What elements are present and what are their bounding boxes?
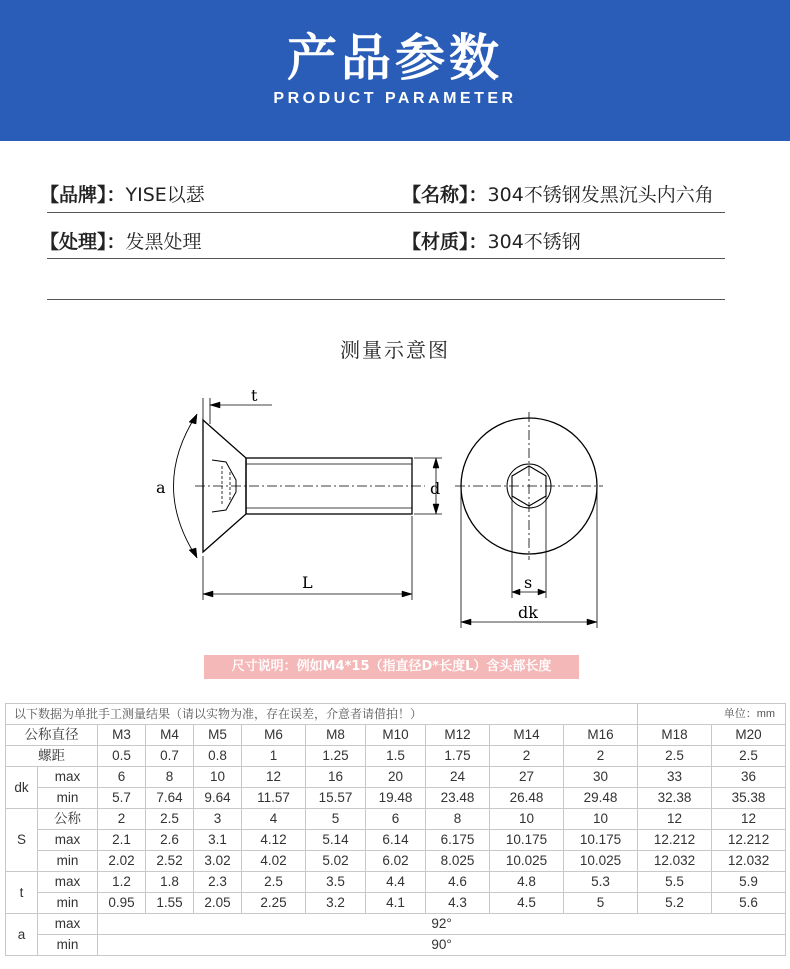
table-cell: 3 <box>194 809 242 830</box>
table-cell: 2.6 <box>146 830 194 851</box>
spec-brand-value: YISE以瑟 <box>125 184 205 206</box>
table-cell: 35.38 <box>712 788 786 809</box>
spec-name-key: 【名称】： <box>402 184 488 206</box>
table-cell: 5 <box>306 809 366 830</box>
table-cell: 7.64 <box>146 788 194 809</box>
row-label: max <box>38 914 98 935</box>
table-cell: 2.05 <box>194 893 242 914</box>
table-cell: 26.48 <box>490 788 564 809</box>
label-L: L <box>302 573 313 592</box>
label-dk: dk <box>518 603 538 622</box>
table-cell: 5.3 <box>564 872 638 893</box>
table-cell: 1.25 <box>306 746 366 767</box>
table-row <box>6 851 786 872</box>
table-cell: 27 <box>490 767 564 788</box>
table-row <box>6 914 786 935</box>
spec-treatment <box>40 227 202 254</box>
row-label: 公称直径 <box>6 725 98 746</box>
spec-name <box>402 180 714 207</box>
table-cell: 5.7 <box>98 788 146 809</box>
spec-material <box>402 227 581 254</box>
table-row <box>6 935 786 956</box>
table-cell: 0.8 <box>194 746 242 767</box>
table-cell: M12 <box>426 725 490 746</box>
table-cell: 2.5 <box>242 872 306 893</box>
row-label: 公称 <box>38 809 98 830</box>
table-cell: 10.025 <box>564 851 638 872</box>
divider <box>47 299 725 300</box>
table-cell: 2.25 <box>242 893 306 914</box>
table-cell: M14 <box>490 725 564 746</box>
group-label: S <box>6 809 38 872</box>
table-cell: 1.75 <box>426 746 490 767</box>
row-label: min <box>38 935 98 956</box>
table-cell: 4 <box>242 809 306 830</box>
table-row <box>6 893 786 914</box>
section-title: 测量示意图 <box>340 338 450 362</box>
table-cell: 12 <box>638 809 712 830</box>
divider <box>47 212 725 213</box>
table-cell: 90° <box>98 935 786 956</box>
divider <box>47 258 725 259</box>
table-cell: 16 <box>306 767 366 788</box>
screw-diagram <box>0 380 790 640</box>
table-cell: 2 <box>564 746 638 767</box>
table-cell: 15.57 <box>306 788 366 809</box>
spec-treatment-value: 发黑处理 <box>125 231 202 253</box>
row-label: max <box>38 767 98 788</box>
table-cell: 10.025 <box>490 851 564 872</box>
row-label: min <box>38 893 98 914</box>
table-cell: 1.8 <box>146 872 194 893</box>
table-cell: 12.032 <box>712 851 786 872</box>
table-cell: 2.02 <box>98 851 146 872</box>
table-cell: 11.57 <box>242 788 306 809</box>
table-cell: 10 <box>490 809 564 830</box>
size-note: 尺寸说明：例如M4*15（指直径D*长度L）含头部长度 <box>204 655 579 679</box>
row-label: max <box>38 872 98 893</box>
table-cell: 24 <box>426 767 490 788</box>
table-cell: 30 <box>564 767 638 788</box>
table-cell: 3.02 <box>194 851 242 872</box>
table-cell: 6.02 <box>366 851 426 872</box>
spec-brand <box>40 180 205 207</box>
table-cell: 2.1 <box>98 830 146 851</box>
spec-material-value: 304不锈钢 <box>487 231 581 253</box>
table-cell: 33 <box>638 767 712 788</box>
table-cell: 0.5 <box>98 746 146 767</box>
table-cell: 32.38 <box>638 788 712 809</box>
table-cell: 6.14 <box>366 830 426 851</box>
table-cell: 5 <box>564 893 638 914</box>
row-label: 螺距 <box>6 746 98 767</box>
spec-name-value: 304不锈钢发黑沉头内六角 <box>487 184 714 206</box>
table-cell: 10 <box>564 809 638 830</box>
table-cell: 20 <box>366 767 426 788</box>
table-cell: 4.6 <box>426 872 490 893</box>
table-cell: 5.14 <box>306 830 366 851</box>
table-cell: 4.8 <box>490 872 564 893</box>
table-unit: 单位：mm <box>638 704 786 725</box>
table-cell: 3.1 <box>194 830 242 851</box>
table-row <box>6 830 786 851</box>
table-cell: 12 <box>712 809 786 830</box>
table-cell: 3.2 <box>306 893 366 914</box>
table-cell: 1.55 <box>146 893 194 914</box>
table-cell: 5.6 <box>712 893 786 914</box>
spec-brand-key: 【品牌】： <box>40 184 126 206</box>
table-cell: 2 <box>490 746 564 767</box>
label-s: s <box>524 573 533 592</box>
page-subtitle: PRODUCT PARAMETER <box>273 90 517 107</box>
table-cell: 23.48 <box>426 788 490 809</box>
table-cell: 12.032 <box>638 851 712 872</box>
table-cell: 2.5 <box>146 809 194 830</box>
table-cell: 3.5 <box>306 872 366 893</box>
spec-treatment-key: 【处理】： <box>40 231 126 253</box>
table-cell: 0.95 <box>98 893 146 914</box>
table-cell: 2.52 <box>146 851 194 872</box>
label-t: t <box>251 386 258 405</box>
table-cell: M8 <box>306 725 366 746</box>
table-cell: 5.2 <box>638 893 712 914</box>
table-row <box>6 746 786 767</box>
row-label: max <box>38 830 98 851</box>
table-cell: 10.175 <box>564 830 638 851</box>
table-cell: 2.3 <box>194 872 242 893</box>
page-title: 产品参数 <box>287 29 503 87</box>
table-cell: 6 <box>98 767 146 788</box>
row-label: min <box>38 788 98 809</box>
table-cell: 2.5 <box>712 746 786 767</box>
table-cell: 2.5 <box>638 746 712 767</box>
table-row <box>6 872 786 893</box>
table-cell: 8 <box>426 809 490 830</box>
row-label: min <box>38 851 98 872</box>
table-cell: 12.212 <box>638 830 712 851</box>
table-cell: 8 <box>146 767 194 788</box>
spec-table-wrap <box>5 703 785 956</box>
table-cell: 6.175 <box>426 830 490 851</box>
table-cell: 36 <box>712 767 786 788</box>
table-cell: 10 <box>194 767 242 788</box>
table-cell: M20 <box>712 725 786 746</box>
label-a: a <box>156 478 166 497</box>
table-cell: 12 <box>242 767 306 788</box>
table-cell: 0.7 <box>146 746 194 767</box>
table-cell: M16 <box>564 725 638 746</box>
spec-material-key: 【材质】： <box>402 231 488 253</box>
group-label: t <box>6 872 38 914</box>
label-d: d <box>430 479 441 498</box>
table-cell: M5 <box>194 725 242 746</box>
table-row <box>6 725 786 746</box>
table-cell: 6 <box>366 809 426 830</box>
table-cell: 2 <box>98 809 146 830</box>
table-cell: 8.025 <box>426 851 490 872</box>
table-cell: M18 <box>638 725 712 746</box>
table-cell: 1 <box>242 746 306 767</box>
table-cell: 29.48 <box>564 788 638 809</box>
table-cell: 4.1 <box>366 893 426 914</box>
table-cell: 1.2 <box>98 872 146 893</box>
table-cell: 5.02 <box>306 851 366 872</box>
table-cell: M10 <box>366 725 426 746</box>
table-cell: 19.48 <box>366 788 426 809</box>
header-banner <box>0 0 790 141</box>
table-cell: 5.5 <box>638 872 712 893</box>
table-cell: 10.175 <box>490 830 564 851</box>
group-label: a <box>6 914 38 956</box>
table-caption: 以下数据为单批手工测量结果（请以实物为准，存在误差，介意者请借拍！） <box>6 704 638 725</box>
table-cell: 4.4 <box>366 872 426 893</box>
table-cell: M4 <box>146 725 194 746</box>
table-row <box>6 809 786 830</box>
table-cell: M3 <box>98 725 146 746</box>
group-label: dk <box>6 767 38 809</box>
spec-table <box>5 703 786 956</box>
table-cell: 12.212 <box>712 830 786 851</box>
table-cell: 4.02 <box>242 851 306 872</box>
table-cell: 5.9 <box>712 872 786 893</box>
table-cell: 4.12 <box>242 830 306 851</box>
table-cell: 4.5 <box>490 893 564 914</box>
table-cell: M6 <box>242 725 306 746</box>
table-cell: 9.64 <box>194 788 242 809</box>
table-cell: 4.3 <box>426 893 490 914</box>
table-cell: 1.5 <box>366 746 426 767</box>
table-cell: 92° <box>98 914 786 935</box>
table-row <box>6 788 786 809</box>
table-row <box>6 767 786 788</box>
